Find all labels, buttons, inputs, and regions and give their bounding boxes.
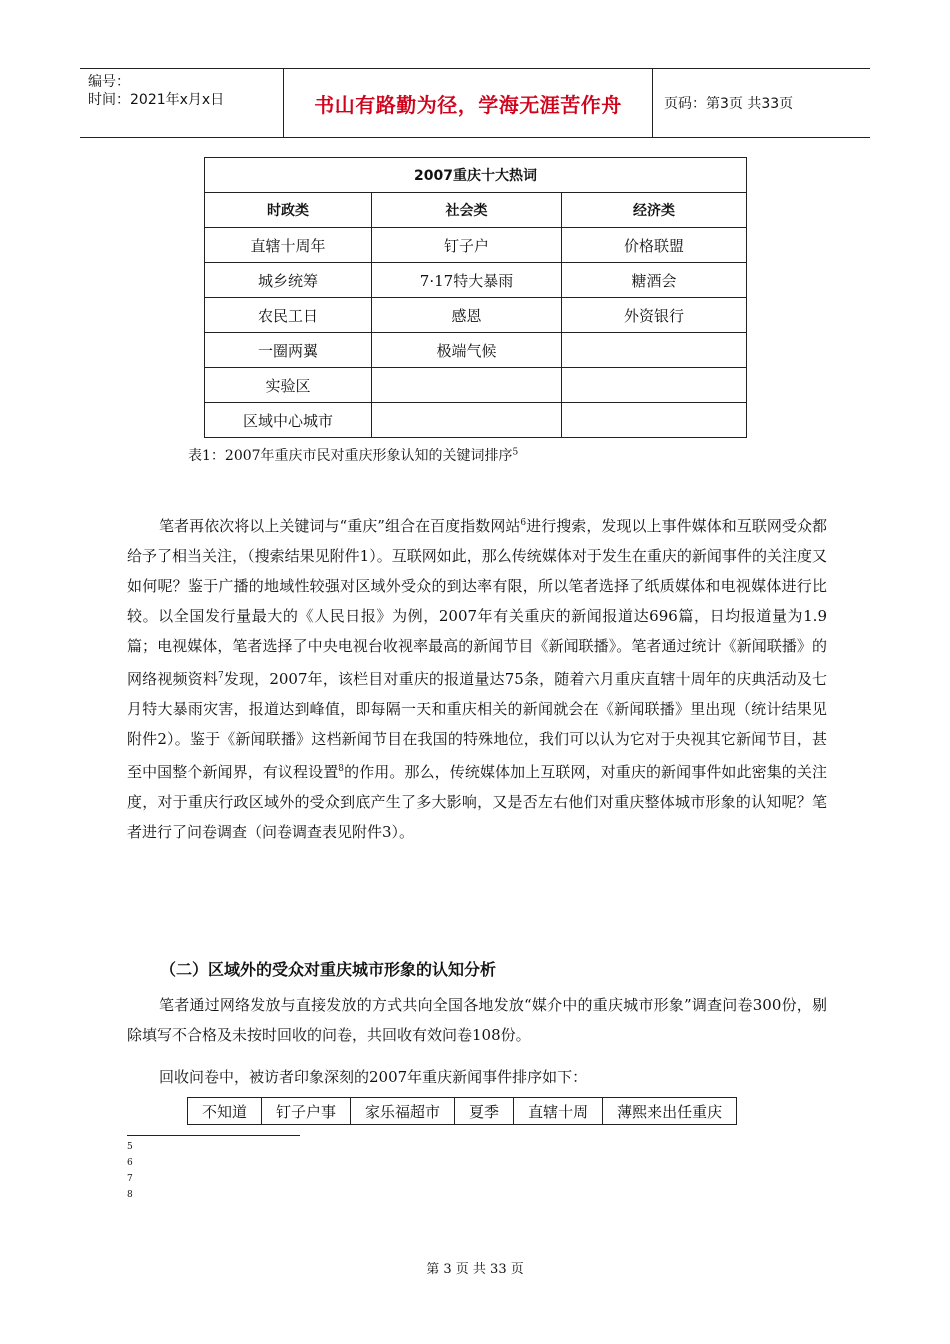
footnote-number: 6 — [127, 1158, 133, 1168]
header-meta — [80, 69, 283, 137]
table-cell: 实验区 — [205, 368, 372, 403]
table-cell: 薄熙来出任重庆 — [603, 1098, 737, 1125]
footnote-number: 8 — [127, 1190, 133, 1200]
table-cell — [372, 403, 562, 438]
table-row — [188, 1098, 737, 1125]
table-row — [205, 228, 747, 263]
table-row — [205, 403, 747, 438]
table-cell: 糖酒会 — [562, 263, 747, 298]
table-caption — [188, 445, 518, 465]
column-header: 经济类 — [562, 193, 747, 228]
page-footer: 第 3 页 共 33 页 — [426, 1262, 524, 1277]
footnote-number: 7 — [127, 1174, 133, 1184]
footnote-ref: 8 — [338, 764, 345, 774]
paragraph-text: 进行搜索，发现以上事件媒体和互联网受众都给予了相当关注，（搜索结果见附件1）。互联网如此，那么传统媒体对于发生在重庆的新闻事件的关注度又如何呢？鉴于广播的地域性较强对区域外受众的到达率有限，所以笔者选择了纸质媒体和电视媒体进行比较。以全国发行量最大的《人民日报》为例，2007年有关重庆的新闻报道达696篇，日均报道量为1.9篇；电视媒体，笔者选择了中央电视台收视率最高的新闻节目《新闻联播》。笔者通过统计《新闻联播》的网络视频资料 — [127, 517, 827, 688]
table-cell: 夏季 — [455, 1098, 514, 1125]
table-title: 2007重庆十大热词 — [205, 158, 747, 193]
section-heading: （二）区域外的受众对重庆城市形象的认知分析 — [160, 960, 497, 979]
table-cell — [562, 403, 747, 438]
table-cell: 区域中心城市 — [205, 403, 372, 438]
table-cell: 钉子户 — [372, 228, 562, 263]
paragraph-text: 笔者再依次将以上关键词与“重庆”组合在百度指数网站 — [159, 517, 521, 535]
table-cell: 一圈两翼 — [205, 333, 372, 368]
body-paragraph — [127, 508, 827, 847]
table-cell — [372, 368, 562, 403]
table-row — [205, 298, 747, 333]
footnote-ref: 6 — [520, 518, 527, 528]
table-cell: 外资银行 — [562, 298, 747, 333]
table-row — [205, 368, 747, 403]
paragraph-text: 笔者通过网络发放与直接发放的方式共向全国各地发放“媒介中的重庆城市形象”调查问卷300份，剔除填写不合格及未按时回收的问卷，共回收有效问卷108份。 — [127, 996, 827, 1044]
table-cell: 城乡统筹 — [205, 263, 372, 298]
table-cell: 价格联盟 — [562, 228, 747, 263]
events-table — [187, 1097, 737, 1125]
footnote-ref: 7 — [217, 671, 224, 681]
table-cell: 家乐福超市 — [351, 1098, 455, 1125]
table-cell: 感恩 — [372, 298, 562, 333]
table-cell: 农民工日 — [205, 298, 372, 333]
table-cell: 钉子户事 — [262, 1098, 351, 1125]
table-header-row — [205, 193, 747, 228]
footnote-ref: 5 — [512, 447, 519, 458]
table-cell: 极端气候 — [372, 333, 562, 368]
column-header: 社会类 — [372, 193, 562, 228]
table-cell: 直辖十周年 — [205, 228, 372, 263]
footnote-number: 5 — [127, 1142, 133, 1152]
header-motto: 书山有路勤为径，学海无涯苦作舟 — [283, 69, 653, 137]
date-line: 时间：2021年x月x日 — [88, 92, 225, 108]
page-header — [80, 68, 870, 138]
paragraph-text: 发现，2007年，该栏目对重庆的报道量达75条，随着六月重庆直辖十周年的庆典活动及七月特大暴雨灾害，报道达到峰值，即每隔一天和重庆相关的新闻就会在《新闻联播》里出现（统计结果见附件2）。鉴于《新闻联播》这档新闻节目在我国的特殊地位，我们可以认为它对于央视其它新闻节目，甚至中国整个新闻界，有议程设置 — [127, 670, 827, 781]
hot-words-table — [204, 157, 747, 438]
body-paragraph — [127, 1062, 827, 1092]
table-cell — [562, 333, 747, 368]
paragraph-text: 的作用。那么，传统媒体加上互联网，对重庆的新闻事件如此密集的关注度，对于重庆行政区域外的受众到底产生了多大影响，又是否左右他们对重庆整体城市形象的认知呢？笔者进行了问卷调查（问卷调查表见附件3）。 — [127, 763, 827, 841]
caption-text: 表1：2007年重庆市民对重庆形象认知的关键词排序 — [188, 448, 513, 464]
table-cell: 不知道 — [188, 1098, 262, 1125]
table-cell: 7·17特大暴雨 — [372, 263, 562, 298]
table-cell — [562, 368, 747, 403]
paragraph-text: 回收问卷中，被访者印象深刻的2007年重庆新闻事件排序如下： — [159, 1068, 588, 1086]
footnote-divider — [127, 1135, 300, 1136]
header-page-info: 页码：第3页 共33页 — [664, 96, 794, 112]
body-paragraph — [127, 990, 827, 1050]
number-label: 编号： — [88, 74, 130, 90]
table-row — [205, 333, 747, 368]
table-cell: 直辖十周 — [514, 1098, 603, 1125]
column-header: 时政类 — [205, 193, 372, 228]
table-row — [205, 263, 747, 298]
